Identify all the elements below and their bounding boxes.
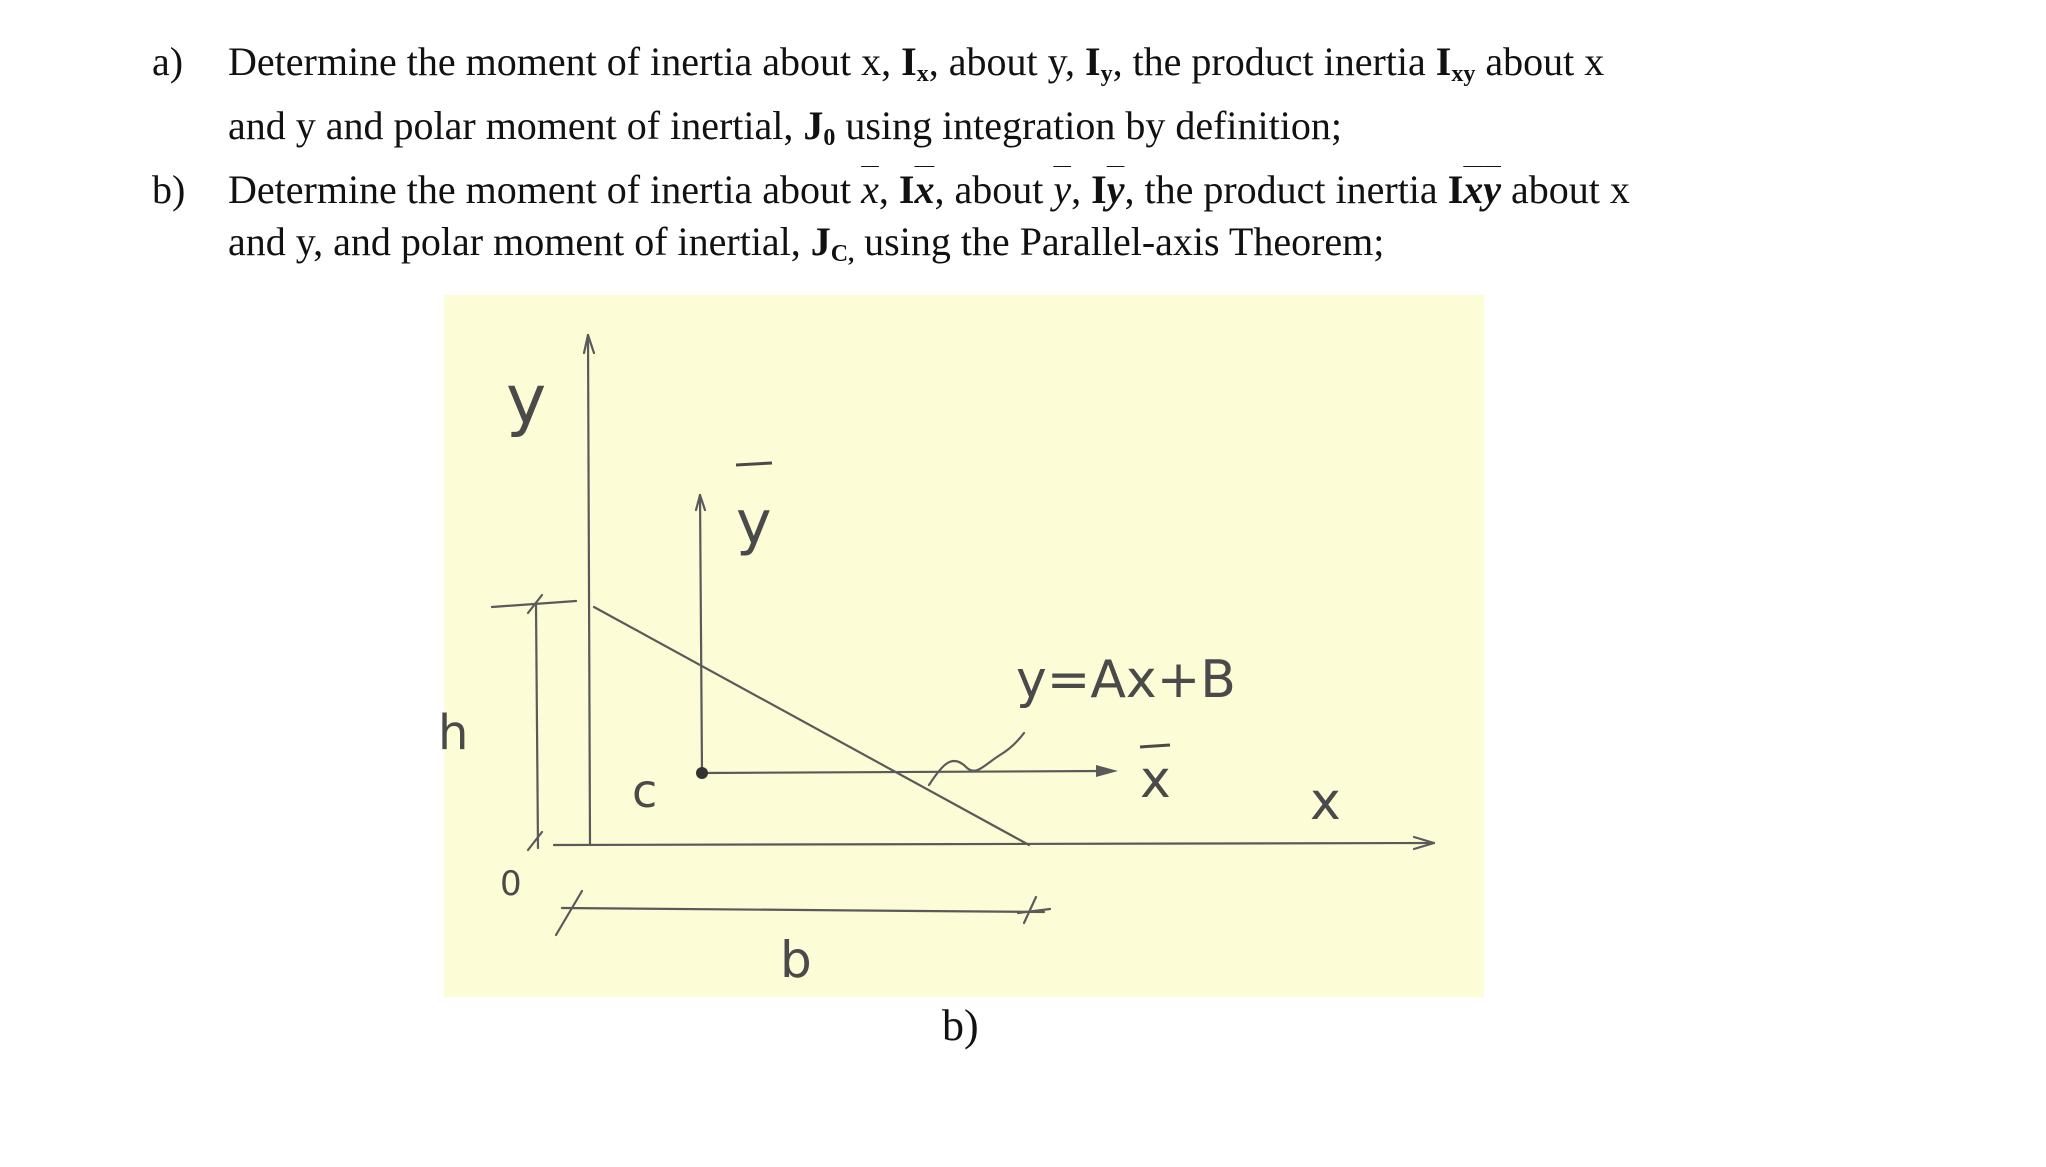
text-run: using integration by definition;	[835, 103, 1342, 148]
base-dimension-line	[562, 908, 1044, 912]
y-axis-label: y	[506, 361, 547, 440]
question-list	[152, 36, 2022, 280]
xbar-axis-line	[702, 771, 1104, 773]
symbol-Jc: $J_{C,}$	[810, 219, 855, 267]
height-bottom-cross	[528, 832, 542, 850]
question-b-line-2	[228, 216, 2022, 280]
xbar-overline	[1140, 745, 1170, 747]
equation-label: y=Ax+B	[1016, 650, 1236, 710]
equation-leader	[929, 733, 1024, 785]
triangle-diagram	[438, 295, 1484, 997]
question-a-line-2	[228, 100, 2022, 164]
question-a	[152, 36, 2022, 164]
symbol-Ix: $I_x$	[901, 39, 929, 87]
question-b-line-1	[228, 164, 2022, 216]
symbol-xbar: $\overline{x}$	[861, 167, 879, 212]
text-run: using the Parallel-axis Theorem;	[854, 219, 1385, 264]
text-run: , about	[934, 167, 1054, 212]
xbar-label: x	[1140, 750, 1171, 810]
symbol-J0: $J_0$	[803, 103, 836, 151]
text-run: ,	[878, 167, 899, 212]
question-b	[152, 164, 2022, 280]
ybar-overline	[736, 463, 772, 465]
text-run: and y, and polar moment of inertial,	[228, 219, 811, 264]
text-run: , the product inertia	[1124, 167, 1448, 212]
symbol-Ixybar: $I\overline{x}\overline{y}$	[1447, 167, 1502, 212]
xbar-axis-arrowhead	[1096, 765, 1118, 777]
text-run: about x	[1501, 167, 1630, 212]
figure-caption: b)	[942, 1001, 979, 1050]
text-run: and y and polar moment of inertial,	[228, 103, 804, 148]
text-run: ,	[1071, 167, 1092, 212]
x-axis-label: x	[1310, 772, 1341, 832]
centroid-point	[696, 767, 708, 779]
text-run: about x	[1475, 39, 1605, 84]
y-axis-line	[588, 335, 590, 845]
question-a-marker: a)	[152, 39, 184, 84]
text-run: , about y,	[928, 39, 1085, 84]
hypotenuse-line	[594, 607, 1029, 845]
base-label: b	[780, 931, 812, 989]
text-run: Determine the moment of inertia about x,	[228, 39, 902, 84]
figure-panel	[438, 295, 1484, 997]
symbol-Ixy: $I_{xy}$	[1435, 39, 1476, 87]
text-run: , the product inertia	[1112, 39, 1436, 84]
height-dimension-line	[536, 605, 538, 848]
x-axis-line	[554, 843, 1434, 845]
base-left-cross	[556, 891, 582, 935]
symbol-Ixbar: $I\overline{x}$	[898, 167, 935, 212]
centroid-label: c	[632, 764, 658, 818]
ybar-axis-line	[700, 495, 702, 773]
question-a-line-1	[228, 36, 2022, 100]
symbol-Iy: $I_y$	[1084, 39, 1113, 87]
origin-label: 0	[500, 864, 522, 904]
text-run: Determine the moment of inertia about	[228, 167, 862, 212]
height-label: h	[438, 705, 469, 761]
ybar-label: y	[736, 488, 772, 558]
symbol-Iybar: $I\overline{y}$	[1091, 167, 1125, 212]
symbol-ybar: $\overline{y}$	[1053, 167, 1072, 212]
question-b-marker: b)	[152, 167, 186, 212]
